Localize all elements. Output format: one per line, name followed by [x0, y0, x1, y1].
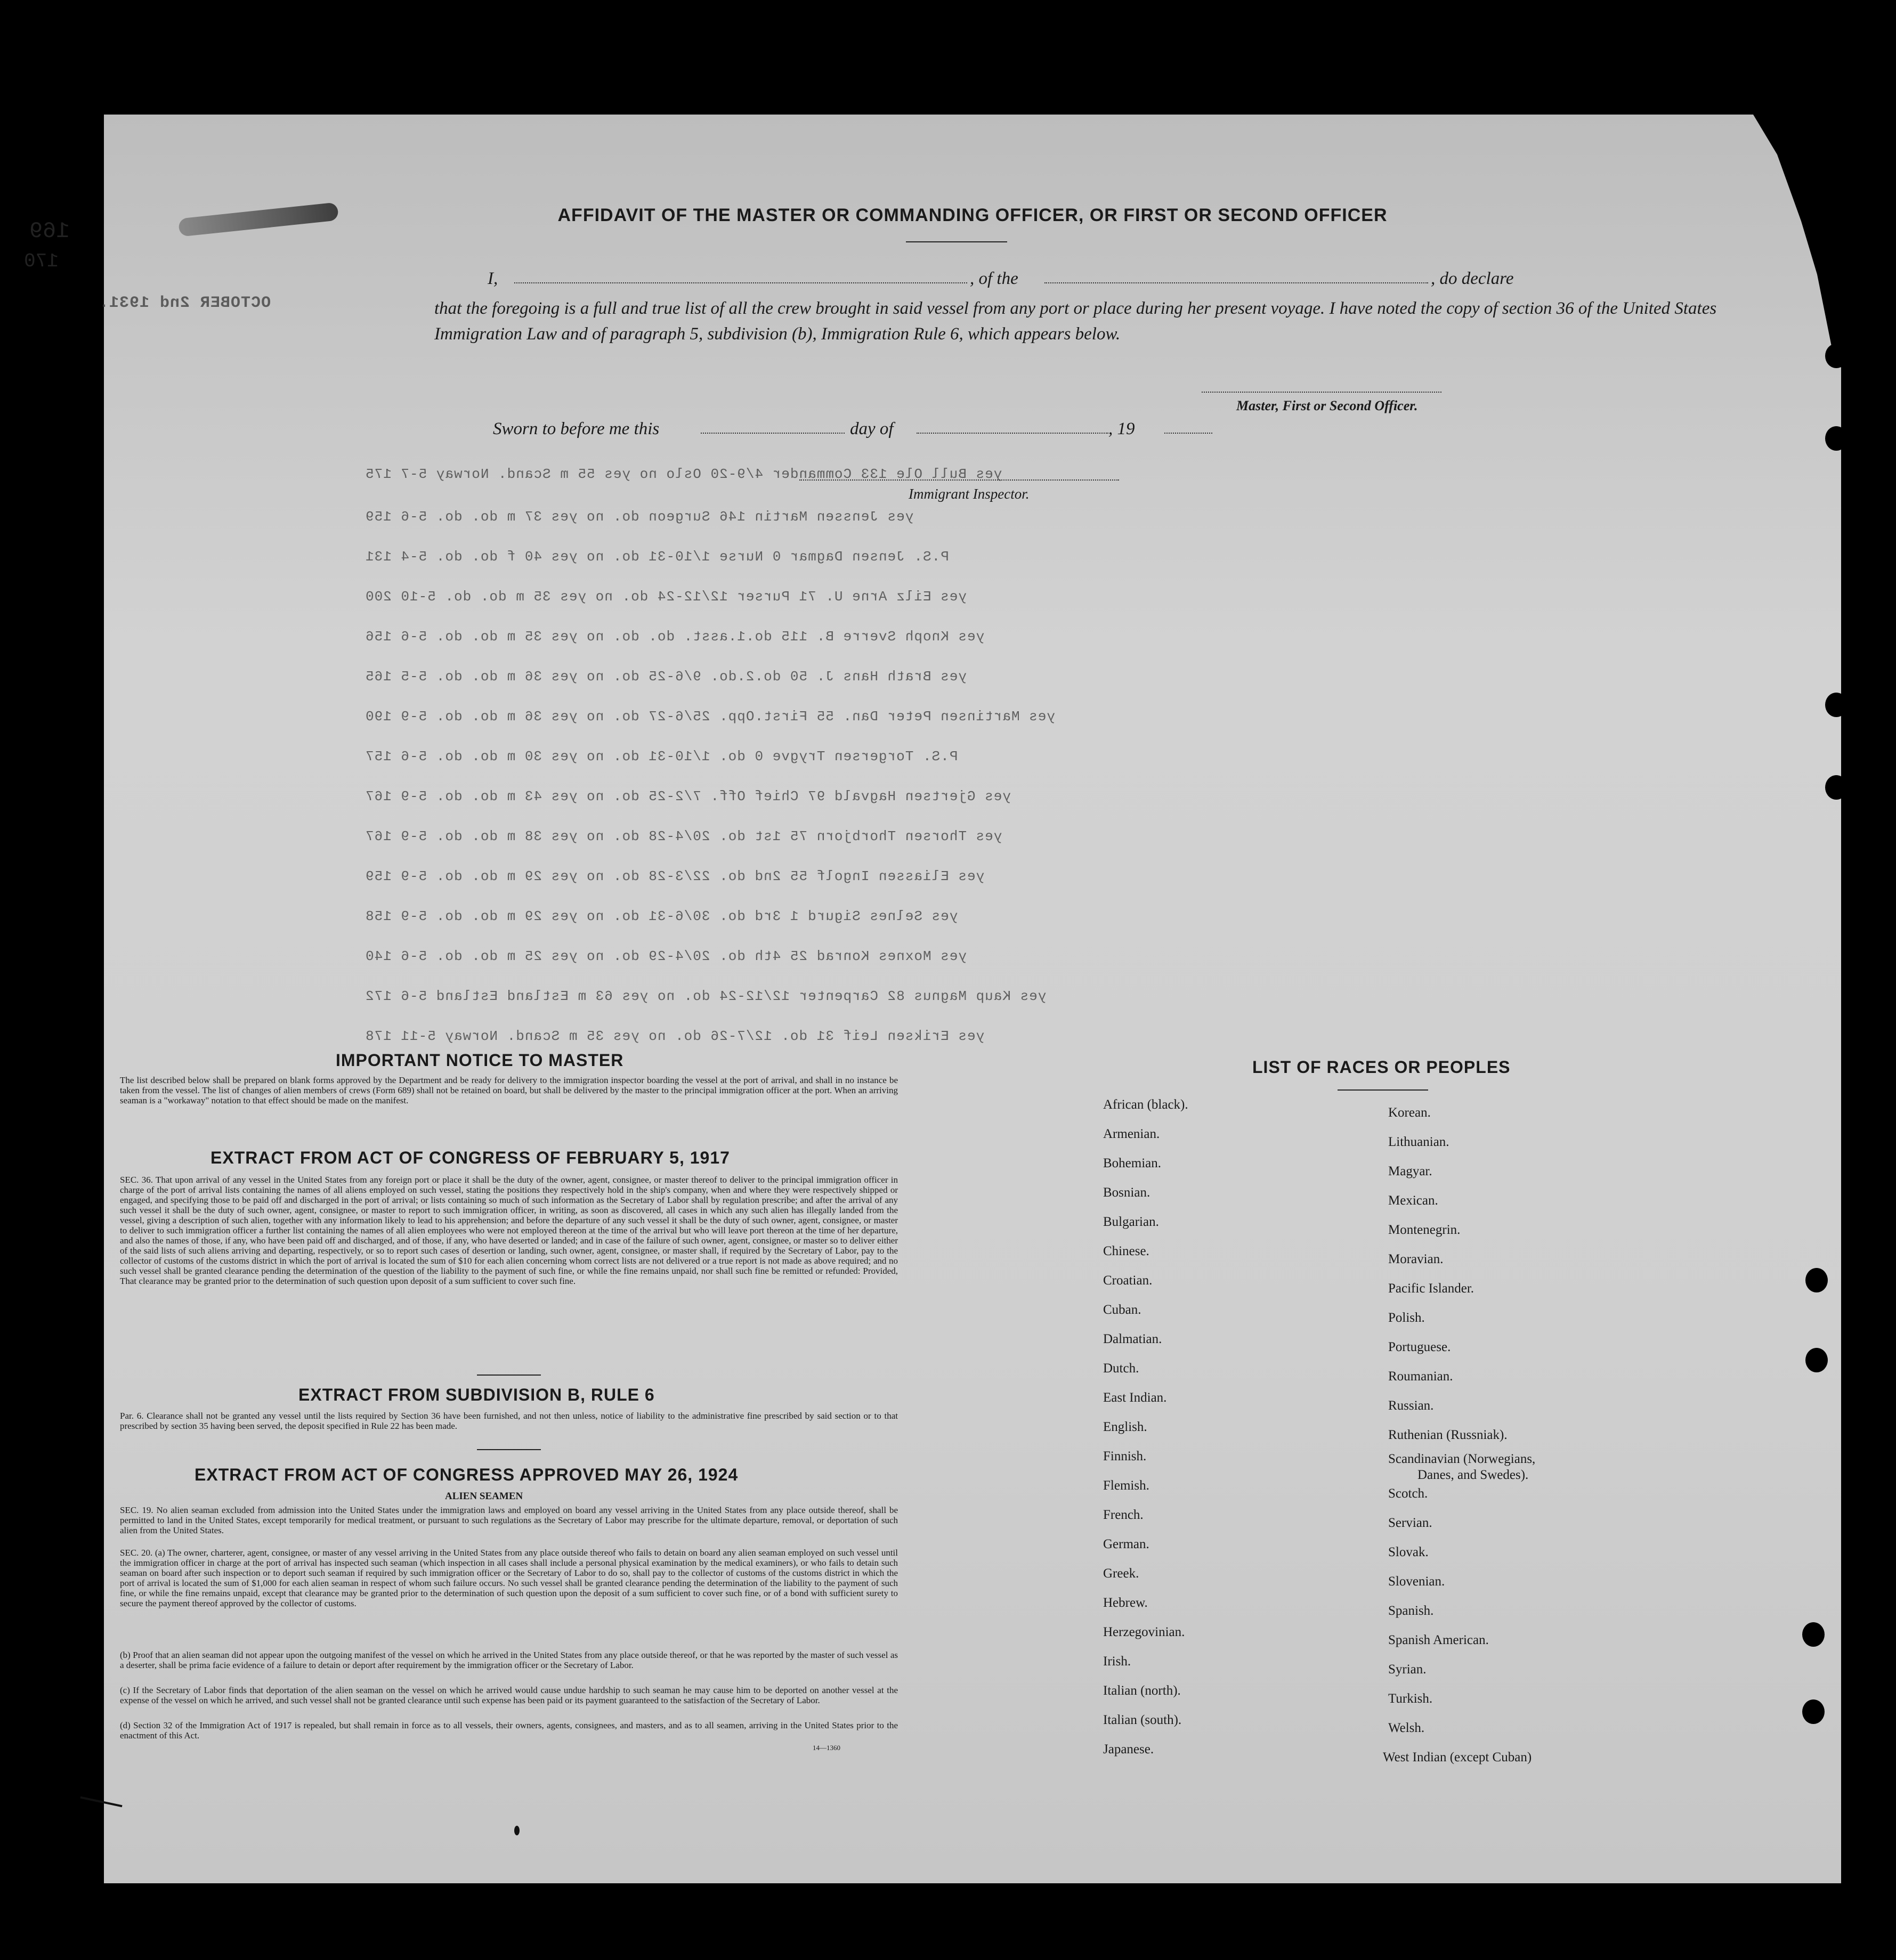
officer-name-field[interactable] [514, 282, 967, 283]
master-signature-field[interactable] [1202, 392, 1441, 393]
ghost-row: yes Eliassen Ingolf 55 2nd do. 22/3-28 do. no yes 29 m do. do. 5-9 159 [365, 868, 985, 884]
binder-hole [1825, 775, 1848, 800]
race-right: Magyar. [1388, 1164, 1432, 1178]
sworn-month-field[interactable] [917, 433, 1108, 434]
sworn-year-field[interactable] [1164, 433, 1212, 434]
race-left: Japanese. [1103, 1742, 1154, 1756]
race-right: Scotch. [1388, 1486, 1428, 1501]
race-left: Bosnian. [1103, 1185, 1150, 1200]
race-right: Montenegrin. [1388, 1223, 1461, 1237]
race-left: Bulgarian. [1103, 1215, 1159, 1229]
race-left: Herzegovinian. [1103, 1625, 1185, 1639]
race-left: East Indian. [1103, 1390, 1167, 1405]
inspector-label: Immigrant Inspector. [909, 486, 1030, 502]
race-left: Dutch. [1103, 1361, 1139, 1376]
races-divider [1338, 1089, 1428, 1091]
race-left: Irish. [1103, 1654, 1131, 1669]
extract-rule6-title: EXTRACT FROM SUBDIVISION B, RULE 6 [298, 1385, 655, 1404]
race-left: English. [1103, 1420, 1147, 1434]
document-page [24, 115, 1841, 1883]
sworn-label: Sworn to before me this [493, 419, 660, 438]
race-left: Chinese. [1103, 1244, 1149, 1258]
ghost-row: yes Moxnes Konrad 25 4th do. 20/4-29 do. no yes 25 m do. do. 5-6 140 [365, 948, 967, 964]
notice-title: IMPORTANT NOTICE TO MASTER [336, 1051, 624, 1070]
ghost-row: yes Gjertsen Hagvald 97 Chief Off. 7/2-25 do. no yes 43 m do. do. 5-9 167 [365, 788, 1011, 804]
race-left: Flemish. [1103, 1478, 1149, 1493]
race-right: Slovenian. [1388, 1574, 1445, 1589]
ghost-row: P.S. Torgersen Trygve 0 do. 1/10-31 do. no yes 30 m do. do. 5-6 157 [365, 749, 958, 765]
affidavit-i-label: I, [488, 269, 498, 288]
ghost-row: yes Knoph Sverre B. 115 do.1.asst. do. do. no yes 35 m do. do. 5-6 156 [365, 629, 985, 645]
binder-hole [1802, 1699, 1825, 1724]
ghost-row: yes Brath Hans J. 50 do.2.do. 9/6-25 do. no yes 36 m do. do. 5-5 165 [365, 669, 967, 685]
affidavit-of-the-label: , of the [970, 269, 1018, 288]
affidavit-body: that the foregoing is a full and true list of all the crew brought in said vessel from any port or place during her present voyage. I have noted the copy of section 36 of the United States Immigration Law and of paragraph 5, subdivision (b), Immigration Rule 6, which appears below. [434, 299, 1717, 344]
pen-mark [80, 1796, 122, 1808]
sec20d-text: (d) Section 32 of the Immigration Act of 1917 is repealed, but shall remain in force as to all vessels, their owners, agents, consignees, and masters, and as to all seamen, arriving in the United States prior to the enactment of this Act. [120, 1720, 898, 1741]
race-left: Armenian. [1103, 1127, 1160, 1141]
ghost-row: yes Martinsen Peter Dan. 55 First.Opp. 25/6-27 do. no yes 36 m do. do. 5-9 190 [365, 709, 1055, 725]
day-of-label: day of [850, 419, 894, 438]
race-right: Mexican. [1388, 1193, 1438, 1208]
affidavit-title: AFFIDAVIT OF THE MASTER OR COMMANDING OFFICER, OR FIRST OR SECOND OFFICER [557, 205, 1388, 225]
divider [477, 1449, 541, 1450]
extract-rule6-text: Par. 6. Clearance shall not be granted any vessel until the lists required by Section 36 have been furnished, and not then unless, notice of liability to the administrative fine prescribed by said section or to that prescribed by section 35 having been served, the deposit specified in Rule 22 has been made. [120, 1411, 898, 1431]
race-left: Italian (north). [1103, 1684, 1181, 1698]
race-left: Hebrew. [1103, 1596, 1148, 1610]
race-left: Finnish. [1103, 1449, 1147, 1463]
binder-hole [1805, 1348, 1828, 1372]
alien-seamen-subtitle: ALIEN SEAMEN [445, 1491, 523, 1502]
binder-hole [1825, 344, 1848, 368]
ghost-row: P.S. Jensen Dagmar 0 Nurse 1/10-31 do. no yes 40 f do. do. 5-4 131 [365, 549, 949, 565]
sec20b-text: (b) Proof that an alien seaman did not appear upon the outgoing manifest of the vessel on which he arrived in the United States from any place outside thereof, or that he was reported by the master of such vessel as a deserter, shall be prima facie evidence of a failure to detain or deport after requirement by the immigration officer or the Secretary of Labor. [120, 1650, 898, 1670]
notice-text: The list described below shall be prepared on blank forms approved by the Department and be ready for delivery to the immigration inspector boarding the vessel at the port of arrival, and shall in no instance be taken from the vessel. The list of changes of alien members of crews (Form 689) shall not be retained on board, but shall be delivered by the master to the principal immigration officer at the port. When an arriving seaman is a "workaway" notation to that effect should be made on the manifest. [120, 1075, 898, 1105]
race-right: Lithuanian. [1388, 1135, 1449, 1149]
sec20c-text: (c) If the Secretary of Labor finds that deportation of the alien seaman on the vessel on which he arrived would cause undue hardship to such seaman he may cause him to be deported on another vessel at the expense of the vessel on which he arrived, and such vessel shall not be granted clearance until such expense has been paid or its payment guaranteed to the satisfaction of the Secretary of Labor. [120, 1685, 898, 1705]
ghost-row: yes Selnes Sigurd 1 3rd do. 30/6-31 do. no yes 29 m do. do. 5-9 158 [365, 908, 958, 924]
race-left: Bohemian. [1103, 1156, 1162, 1170]
master-signature-label: Master, First or Second Officer. [1236, 398, 1418, 413]
race-left: Greek. [1103, 1566, 1139, 1581]
ghost-row: yes Eriksen Leif 31 do. 12/7-26 do. no yes 35 m Scand. Norway 5-11 178 [365, 1028, 985, 1044]
race-left: Cuban. [1103, 1303, 1141, 1317]
race-right: Servian. [1388, 1516, 1432, 1530]
race-right: Syrian. [1388, 1662, 1427, 1677]
race-right: Spanish American. [1388, 1633, 1489, 1647]
extract-1917-text: SEC. 36. That upon arrival of any vessel in the United States from any foreign port or place it shall be the duty of the owner, agent, consignee, or master thereof to deliver to the principal immigration officer in charge of the port of arrival lists containing the names of all aliens employed on such vessel, stating the positions they respectively hold in the ship's company, when and where they were respectively shipped or engaged, and specifying those to be paid off and discharged in the port of arrival; or lists containing so much of such information as the Secretary of Labor shall by regulation prescribe; and after the arrival of any such vessel it shall be the duty of such owner, agent, consignee, or master to report to such immigration officer, in writing, as soon as discovered, all cases in which any such alien has illegally landed from the vessel, giving a description of such alien, together with any information likely to lead to his apprehension; and before the departure of any such vessel it shall be the duty of such owner, agent, consignee, or master to deliver to such immigration officer a further list containing the names of all alien employees who were not employed thereon at the time of the arrival but who will leave port thereon at the time of her departure, and also the names of those, if any, who have been paid off and discharged, and of those, if any, who have deserted or landed; and in case of the failure of such owner, agent, consignee, or master so to deliver either of the said lists of such aliens arriving and departing, respectively, or so to report such cases of desertion or landing, such owner, agent, consignee, or master shall, if required by the Secretary of Labor, pay to the collector of customs of the customs district in which the port of arrival is located the sum of $10 for each alien concerning whom correct lists are not delivered or a true report is not made as above required; and no such vessel shall be granted clearance pending the determination of the question of the liability to the payment of such fine, or while the fine remains unpaid, nor shall such fine be remitted or refunded: Provided, That clearance may be granted prior to the determination of such question upon deposit of a sum sufficient to cover such fine. [120, 1175, 898, 1286]
race-left: French. [1103, 1508, 1144, 1522]
race-right: Scandinavian (Norwegians, [1388, 1452, 1536, 1466]
race-left: Dalmatian. [1103, 1332, 1162, 1346]
race-right: Portuguese. [1388, 1340, 1451, 1354]
form-number: 14—1360 [813, 1744, 840, 1752]
ghost-row: yes Eilz Arne U. 71 Purser 12/12-24 do. no yes 35 m do. do. 5-10 200 [365, 589, 967, 605]
sec20a-text: SEC. 20. (a) The owner, charterer, agent, consignee, or master of any vessel arriving in the United States from any place outside thereof who fails to detain on board any alien seaman employed on such vessel until the immigration officer in charge at the port of arrival has inspected such seaman (which inspection in all cases shall include a personal physical examination by the medical examiners), or who fails to detain such seaman on board after such inspection or to deport such seaman if required by such immigration officer or the Secretary of Labor to do so, shall pay to the collector of customs of the customs district in which the port of arrival is located the sum of $1,000 for each alien seaman in respect of whom such failure occurs. No such vessel shall be granted clearance pending the determination of the liability to the payment of such fine, or while the fine remains unpaid, except that clearance may be granted prior to the determination of such question upon the deposit of a sum sufficient to cover such fine, or of a bond with sufficient surety to secure the payment thereof approved by the collector of customs. [120, 1548, 898, 1608]
race-right: Spanish. [1388, 1604, 1434, 1618]
race-right: Ruthenian (Russniak). [1388, 1428, 1508, 1442]
margin-number-170: 170 [24, 250, 59, 272]
race-right: Russian. [1388, 1398, 1434, 1413]
race-right: West Indian (except Cuban) [1383, 1750, 1532, 1764]
extract-1924-title: EXTRACT FROM ACT OF CONGRESS APPROVED MAY 26, 1924 [195, 1465, 739, 1484]
divider [477, 1375, 541, 1376]
race-right: Welsh. [1388, 1721, 1425, 1735]
race-left: German. [1103, 1537, 1149, 1551]
race-right: Polish. [1388, 1311, 1425, 1325]
race-right: Slovak. [1388, 1545, 1429, 1559]
race-right: Roumanian. [1388, 1369, 1453, 1384]
race-left: African (black). [1103, 1097, 1188, 1112]
ghost-row: yes Kaup Magnus 82 Carpenter 12/12-24 do. no yes 63 m Estland Estland 5-6 172 [365, 988, 1047, 1004]
year-prefix-label: , 19 [1108, 419, 1135, 438]
margin-number-169: 169 [29, 218, 70, 244]
race-left: Croatian. [1103, 1273, 1153, 1288]
race-right: Turkish. [1388, 1691, 1433, 1706]
race-right: Danes, and Swedes). [1417, 1468, 1529, 1482]
binder-hole [1825, 426, 1848, 451]
ghost-row: yes Bull Ole 133 Commander 4/9-20 Oslo no yes 55 m Scand. Norway 5-7 175 [365, 466, 1002, 482]
extract-1917-title: EXTRACT FROM ACT OF CONGRESS OF FEBRUARY 5, 1917 [210, 1148, 730, 1167]
ghost-row: yes Jenssen Martin 146 Surgeon do. no yes 37 m do. do. 5-6 159 [365, 509, 914, 525]
race-right: Pacific Islander. [1388, 1281, 1474, 1296]
ghost-row: yes Thorsen Thorbjorn 75 1st do. 20/4-28 do. no yes 38 m do. do. 5-9 167 [365, 828, 1002, 844]
title-divider [906, 241, 1007, 242]
ink-spot [514, 1826, 520, 1835]
affidavit-declare-label: , do declare [1431, 269, 1514, 288]
ghost-header: OCTOBER 2nd 1931. [99, 294, 271, 312]
sec19-text: SEC. 19. No alien seaman excluded from admission into the United States under the immigration laws and employed on board any vessel arriving in the United States from any place outside thereof, shall be permitted to land in the United States, except temporarily for medical treatment, or pursuant to such regulations as the Secretary of Labor may prescribe for the ultimate departure, removal, or deportation of such alien from the United States. [120, 1505, 898, 1535]
binder-hole [1805, 1268, 1828, 1292]
race-right: Moravian. [1388, 1252, 1444, 1266]
binder-hole [1825, 693, 1848, 717]
sworn-day-field[interactable] [701, 433, 845, 434]
vessel-name-field[interactable] [1044, 282, 1428, 283]
race-right: Korean. [1388, 1105, 1431, 1120]
binder-hole [1802, 1622, 1825, 1647]
races-title: LIST OF RACES OR PEOPLES [1252, 1058, 1511, 1077]
race-left: Italian (south). [1103, 1713, 1182, 1727]
